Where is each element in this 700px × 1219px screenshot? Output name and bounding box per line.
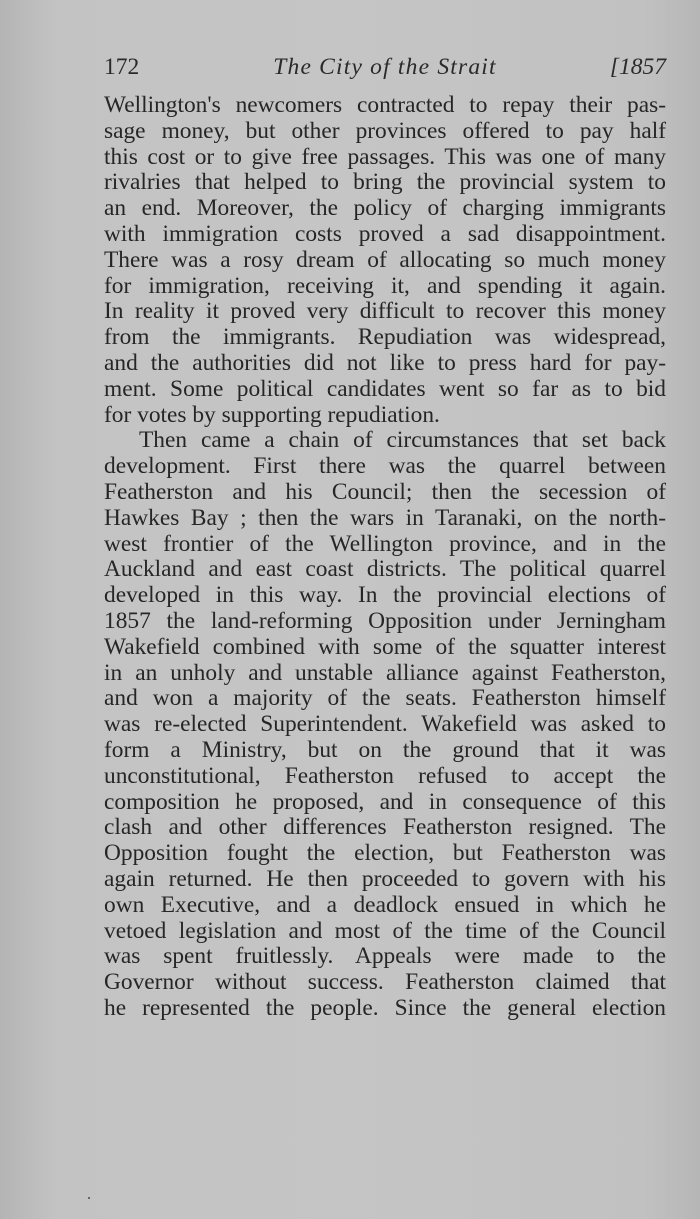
text-line: rivalries that helped to bring the provincial system to bbox=[104, 170, 666, 196]
running-header bbox=[104, 54, 666, 88]
text-line: own Executive, and a deadlock ensued in which he bbox=[104, 892, 666, 918]
text-line: vetoed legislation and most of the time of the Council bbox=[104, 918, 666, 944]
text-line: an end. Moreover, the policy of charging immigrants bbox=[104, 196, 666, 222]
text-line: in an unholy and unstable alliance against Featherston, bbox=[104, 660, 666, 686]
text-line: composition he proposed, and in consequence of this bbox=[104, 789, 666, 815]
text-line: Auckland and east coast districts. The political quarrel bbox=[104, 557, 666, 583]
paragraph-last-line: for votes by supporting repudiation. bbox=[104, 402, 440, 428]
text-line: was re-elected Superintendent. Wakefield was asked to bbox=[104, 712, 666, 738]
text-line: sage money, but other provinces offered to pay half bbox=[104, 118, 666, 144]
text-line: with immigration costs proved a sad disappointment. bbox=[104, 221, 666, 247]
paper-speck bbox=[88, 1197, 90, 1199]
text-line: development. First there was the quarrel between bbox=[104, 454, 666, 480]
text-line: There was a rosy dream of allocating so much money bbox=[104, 247, 666, 273]
text-line: unconstitutional, Featherston refused to accept the bbox=[104, 763, 666, 789]
text-line: was spent fruitlessly. Appeals were made to the bbox=[104, 944, 666, 970]
text-line: form a Ministry, but on the ground that it was bbox=[104, 737, 666, 763]
text-line: Opposition fought the election, but Featherston was bbox=[104, 841, 666, 867]
text-line: from the immigrants. Repudiation was widespread, bbox=[104, 325, 666, 351]
text-line: Wakefield combined with some of the squatter interest bbox=[104, 634, 666, 660]
header-year: [1857 bbox=[609, 54, 666, 80]
text-line: west frontier of the Wellington province, and in the bbox=[104, 531, 666, 557]
text-line: again returned. He then proceeded to govern with his bbox=[104, 866, 666, 892]
text-line: and won a majority of the seats. Featherston himself bbox=[104, 686, 666, 712]
text-line: ment. Some political candidates went so far as to bid bbox=[104, 376, 666, 402]
body-text bbox=[104, 93, 666, 1022]
text-line: 1857 the land-reforming Opposition under Jerningham bbox=[104, 608, 666, 634]
text-line: In reality it proved very difficult to recover this money bbox=[104, 299, 666, 325]
text-line: Featherston and his Council; then the secession of bbox=[104, 479, 666, 505]
text-line: this cost or to give free passages. This was one of many bbox=[104, 144, 666, 170]
page-number: 172 bbox=[104, 54, 140, 80]
text-line: Governor without success. Featherston claimed that bbox=[104, 970, 666, 996]
paragraph-first-line: Then came a chain of circumstances that set back bbox=[139, 428, 666, 454]
text-line: he represented the people. Since the general election bbox=[104, 995, 666, 1021]
text-line: Hawkes Bay ; then the wars in Taranaki, on the north- bbox=[104, 505, 666, 531]
text-line: developed in this way. In the provincial elections of bbox=[104, 583, 666, 609]
text-line: Wellington's newcomers contracted to repay their pas- bbox=[104, 93, 666, 118]
running-title: The City of the Strait bbox=[273, 54, 497, 80]
text-line: for immigration, receiving it, and spending it again. bbox=[104, 273, 666, 299]
text-line: and the authorities did not like to press hard for pay- bbox=[104, 350, 666, 376]
text-line: clash and other differences Featherston resigned. The bbox=[104, 815, 666, 841]
